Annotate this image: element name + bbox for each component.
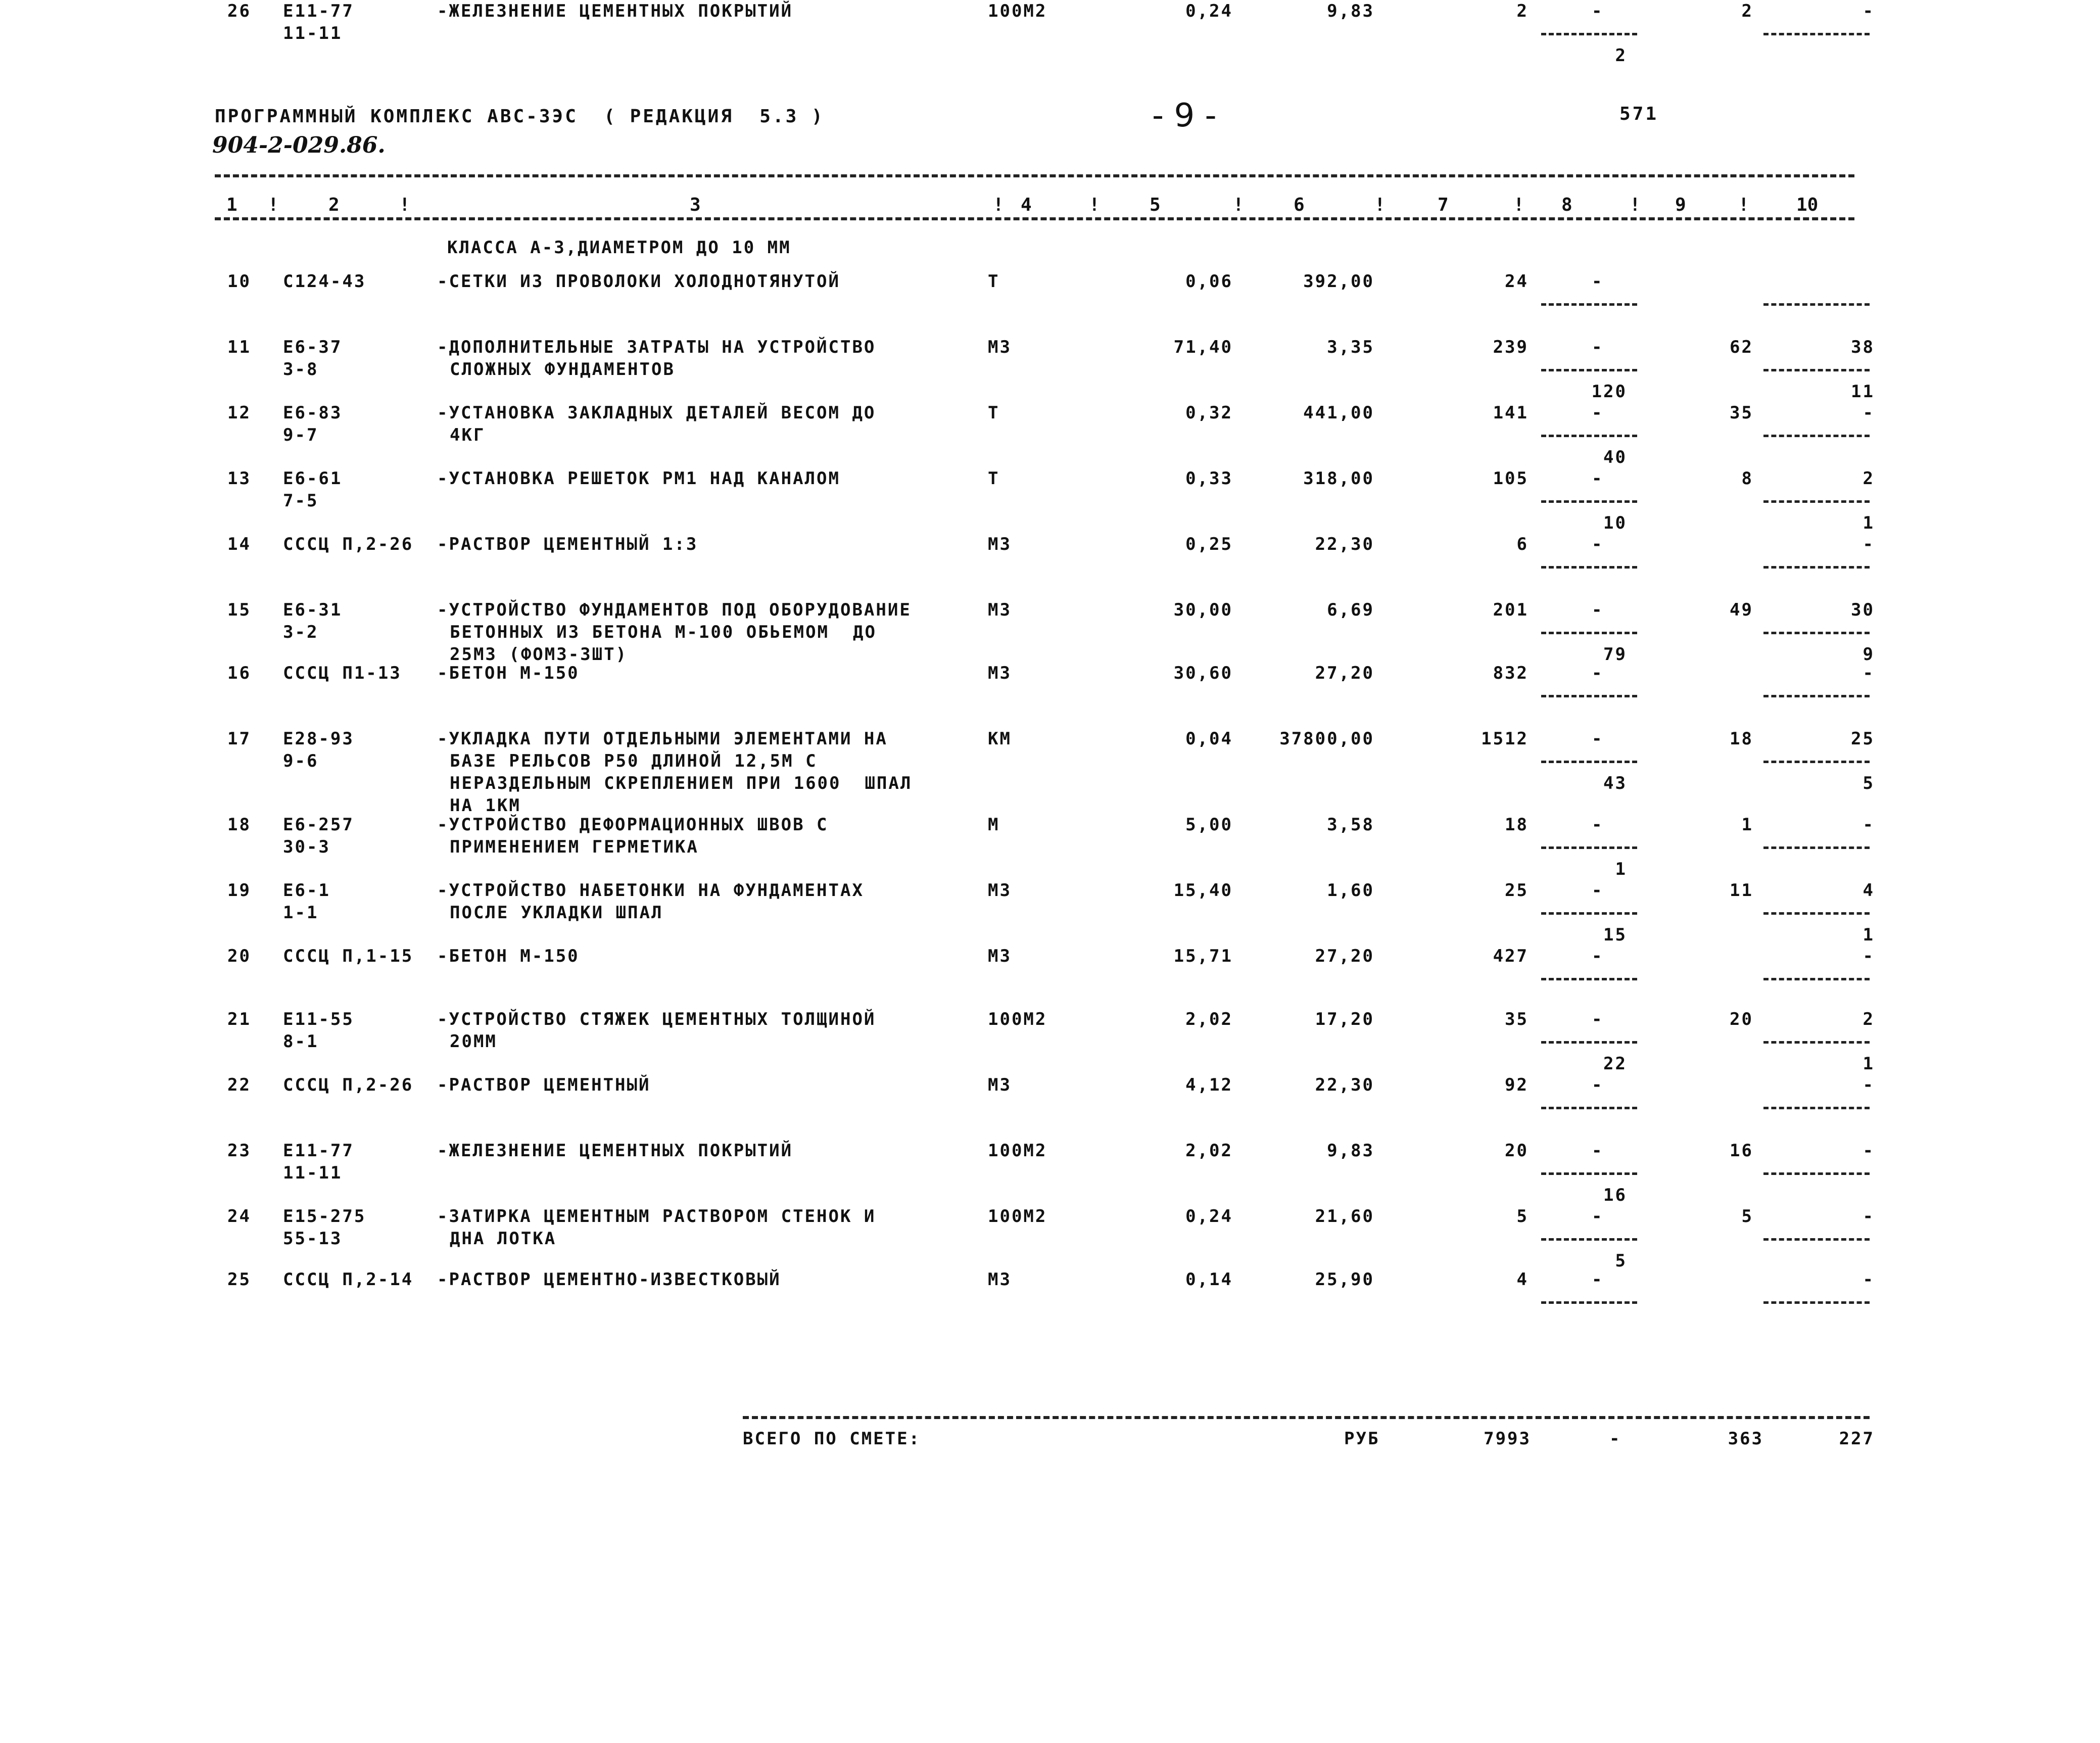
col8-divider <box>1541 846 1637 849</box>
rule-top <box>215 174 1854 177</box>
row-number: 13 <box>227 468 251 489</box>
row-number: 12 <box>227 403 251 423</box>
rate-code-sub: 11-11 <box>283 23 343 43</box>
work-description: -БЕТОН М-150 <box>437 663 580 683</box>
row-number: 16 <box>227 663 251 683</box>
work-description: БАЗЕ РЕЛЬСОВ Р50 ДЛИНОЙ 12,5М С <box>450 751 818 771</box>
total-cost: 105 <box>1493 468 1529 489</box>
total-cost: 427 <box>1493 946 1529 966</box>
unit: Т <box>988 271 1000 292</box>
rate-code: С124-43 <box>283 271 366 292</box>
unit-price: 9,83 <box>1327 1 1374 21</box>
total-c8: - <box>1609 1429 1621 1449</box>
quantity: 0,14 <box>1185 1269 1233 1290</box>
col9-value: 8 <box>1741 468 1753 489</box>
work-description: 4КГ <box>450 425 486 445</box>
col8-value: - <box>1592 337 1604 357</box>
col10-sub: 1 <box>1863 1054 1875 1074</box>
work-description: -СЕТКИ ИЗ ПРОВОЛОКИ ХОЛОДНОТЯНУТОЙ <box>437 271 840 292</box>
unit-price: 27,20 <box>1315 946 1374 966</box>
work-description: -ЖЕЛЕЗНЕНИЕ ЦЕМЕНТНЫХ ПОКРЫТИЙ <box>437 1 793 21</box>
col-9: 9 <box>1675 195 1686 215</box>
row-number: 20 <box>227 946 251 966</box>
col9-value: 16 <box>1730 1141 1753 1161</box>
quantity: 71,40 <box>1173 337 1233 357</box>
col8-divider <box>1541 1041 1637 1044</box>
col9-value: 20 <box>1730 1009 1753 1029</box>
col-sep: ! <box>1630 195 1641 215</box>
work-description: -ЖЕЛЕЗНЕНИЕ ЦЕМЕНТНЫХ ПОКРЫТИЙ <box>437 1141 793 1161</box>
col8-sub: 22 <box>1603 1054 1627 1074</box>
work-description: НЕРАЗДЕЛЬНЫМ СКРЕПЛЕНИЕМ ПРИ 1600 ШПАЛ <box>450 773 913 793</box>
rate-code: Е6-1 <box>283 880 330 901</box>
col10-divider <box>1763 1301 1870 1304</box>
total-unit: РУБ <box>1344 1429 1380 1449</box>
unit: Т <box>988 403 1000 423</box>
quantity: 0,25 <box>1185 534 1233 554</box>
col8-sub: 15 <box>1603 925 1627 945</box>
col8-divider <box>1541 500 1637 503</box>
col8-divider <box>1541 1238 1637 1241</box>
quantity: 30,60 <box>1173 663 1233 683</box>
col8-divider <box>1541 978 1637 980</box>
col-5: 5 <box>1150 195 1161 215</box>
col8-divider <box>1541 1301 1637 1304</box>
col8-value: - <box>1592 534 1604 554</box>
col-4: 4 <box>1021 195 1032 215</box>
col8-value: - <box>1592 946 1604 966</box>
unit-price: 27,20 <box>1315 663 1374 683</box>
rate-code: СССЦ П,2-26 <box>283 1075 414 1095</box>
col8-value: - <box>1592 1206 1604 1227</box>
work-description: -УСТРОЙСТВО НАБЕТОНКИ НА ФУНДАМЕНТАХ <box>437 880 864 901</box>
unit: М3 <box>988 880 1012 901</box>
col8-divider <box>1541 632 1637 634</box>
col10-value: - <box>1863 1269 1875 1290</box>
total-cost: 6 <box>1516 534 1529 554</box>
col-sep: ! <box>399 195 410 215</box>
unit: 100М2 <box>988 1009 1047 1029</box>
rule-total <box>743 1416 1870 1419</box>
work-description: -РАСТВОР ЦЕМЕНТНЫЙ 1:3 <box>437 534 698 554</box>
work-description: -БЕТОН М-150 <box>437 946 580 966</box>
col10-sub: 11 <box>1851 382 1875 402</box>
rate-code-sub: 1-1 <box>283 903 319 923</box>
col10-divider <box>1763 846 1870 849</box>
row-number: 11 <box>227 337 251 357</box>
col-sep: ! <box>268 195 279 215</box>
col10-divider <box>1763 1172 1870 1175</box>
col10-sub: 1 <box>1863 513 1875 533</box>
col8-value: - <box>1592 600 1604 620</box>
total-label: ВСЕГО ПО СМЕТЕ: <box>743 1429 921 1449</box>
col8-sub: 43 <box>1603 773 1627 793</box>
rate-code-sub: 8-1 <box>283 1031 319 1052</box>
col-sep: ! <box>1374 195 1386 215</box>
col-8: 8 <box>1561 195 1572 215</box>
col8-divider <box>1541 303 1637 306</box>
col10-sub: 5 <box>1863 773 1875 793</box>
unit-price: 22,30 <box>1315 1075 1374 1095</box>
col10-value: - <box>1863 403 1875 423</box>
quantity: 15,71 <box>1173 946 1233 966</box>
total-c10: 227 <box>1839 1429 1875 1449</box>
col-3: 3 <box>690 195 701 215</box>
unit-price: 3,58 <box>1327 815 1374 835</box>
unit-price: 25,90 <box>1315 1269 1374 1290</box>
col10-value: 25 <box>1851 729 1875 749</box>
col10-divider <box>1763 33 1870 35</box>
rate-code: Е6-61 <box>283 468 343 489</box>
col9-value: 2 <box>1741 1 1753 21</box>
rate-code-sub: 11-11 <box>283 1163 343 1183</box>
unit-price: 22,30 <box>1315 534 1374 554</box>
col8-divider <box>1541 566 1637 569</box>
total-cost: 201 <box>1493 600 1529 620</box>
rate-code: Е11-77 <box>283 1141 354 1161</box>
rate-code: Е6-257 <box>283 815 354 835</box>
unit: М3 <box>988 663 1012 683</box>
col10-sub: 9 <box>1863 644 1875 665</box>
col8-sub: 10 <box>1603 513 1627 533</box>
work-description: -УКЛАДКА ПУТИ ОТДЕЛЬНЫМИ ЭЛЕМЕНТАМИ НА <box>437 729 888 749</box>
rate-code-sub: 9-7 <box>283 425 319 445</box>
col8-divider <box>1541 1107 1637 1109</box>
col-2: 2 <box>328 195 340 215</box>
col8-value: - <box>1592 729 1604 749</box>
work-description: БЕТОННЫХ ИЗ БЕТОНА М-100 ОБЬЕМОМ ДО <box>450 622 877 642</box>
col10-value: - <box>1863 534 1875 554</box>
quantity: 5,00 <box>1185 815 1233 835</box>
total-cost: 5 <box>1516 1206 1529 1227</box>
row-number: 22 <box>227 1075 251 1095</box>
quantity: 30,00 <box>1173 600 1233 620</box>
col8-divider <box>1541 1172 1637 1175</box>
intro-line: КЛАССА А-3,ДИАМЕТРОМ ДО 10 ММ <box>447 238 791 258</box>
quantity: 15,40 <box>1173 880 1233 901</box>
rate-code: Е6-31 <box>283 600 343 620</box>
rate-code: СССЦ П1-13 <box>283 663 402 683</box>
col8-divider <box>1541 761 1637 763</box>
col9-value: 62 <box>1730 337 1753 357</box>
rate-code: Е6-37 <box>283 337 343 357</box>
col10-value: - <box>1863 815 1875 835</box>
row-number: 18 <box>227 815 251 835</box>
work-description: СЛОЖНЫХ ФУНДАМЕНТОВ <box>450 359 675 380</box>
col10-divider <box>1763 978 1870 980</box>
work-description: ПРИМЕНЕНИЕМ ГЕРМЕТИКА <box>450 837 699 857</box>
col10-sub: 1 <box>1863 925 1875 945</box>
col-sep: ! <box>1089 195 1100 215</box>
total-cost: 92 <box>1505 1075 1529 1095</box>
col8-value: - <box>1592 1009 1604 1029</box>
program-header: ПРОГРАММНЫЙ КОМПЛЕКС АВС-3ЭС ( РЕДАКЦИЯ 5.3 ) <box>215 106 825 127</box>
col10-value: - <box>1863 1 1875 21</box>
unit: КМ <box>988 729 1012 749</box>
col9-value: 11 <box>1730 880 1753 901</box>
col8-value: - <box>1592 468 1604 489</box>
col8-value: - <box>1592 663 1604 683</box>
col9-value: 35 <box>1730 403 1753 423</box>
rate-code: Е11-55 <box>283 1009 354 1029</box>
quantity: 2,02 <box>1185 1009 1233 1029</box>
total-cost: 4 <box>1516 1269 1529 1290</box>
unit-price: 6,69 <box>1327 600 1374 620</box>
work-description: -РАСТВОР ЦЕМЕНТНЫЙ <box>437 1075 651 1095</box>
row-number: 19 <box>227 880 251 901</box>
col10-divider <box>1763 566 1870 569</box>
row-number: 21 <box>227 1009 251 1029</box>
col8-value: - <box>1592 1 1604 21</box>
unit: М3 <box>988 1269 1012 1290</box>
work-description: -УСТАНОВКА ЗАКЛАДНЫХ ДЕТАЛЕЙ ВЕСОМ ДО <box>437 403 876 423</box>
col8-sub: 40 <box>1603 447 1627 467</box>
rate-code: Е28-93 <box>283 729 354 749</box>
rate-code-sub: 3-8 <box>283 359 319 380</box>
col8-value: - <box>1592 1141 1604 1161</box>
unit: М3 <box>988 337 1012 357</box>
work-description: -УСТРОЙСТВО ДЕФОРМАЦИОННЫХ ШВОВ С <box>437 815 829 835</box>
col8-value: - <box>1592 403 1604 423</box>
quantity: 4,12 <box>1185 1075 1233 1095</box>
rate-code: Е6-83 <box>283 403 343 423</box>
unit-price: 21,60 <box>1315 1206 1374 1227</box>
sheet-number: 571 <box>1619 104 1659 124</box>
unit: Т <box>988 468 1000 489</box>
unit-price: 318,00 <box>1303 468 1374 489</box>
col-sep: ! <box>1513 195 1524 215</box>
total-cost: 20 <box>1505 1141 1529 1161</box>
row-number: 15 <box>227 600 251 620</box>
col8-value: - <box>1592 880 1604 901</box>
col10-value: - <box>1863 1141 1875 1161</box>
quantity: 0,32 <box>1185 403 1233 423</box>
row-number: 26 <box>227 1 251 21</box>
col10-value: - <box>1863 946 1875 966</box>
col8-sub: 5 <box>1615 1251 1627 1271</box>
col10-divider <box>1763 500 1870 503</box>
total-cost: 141 <box>1493 403 1529 423</box>
work-description: -ЗАТИРКА ЦЕМЕНТНЫМ РАСТВОРОМ СТЕНОК И <box>437 1206 876 1227</box>
col10-divider <box>1763 695 1870 697</box>
col8-divider <box>1541 369 1637 371</box>
rate-code-sub: 7-5 <box>283 491 319 511</box>
col10-divider <box>1763 632 1870 634</box>
col8-value: - <box>1592 815 1604 835</box>
total-cost: 18 <box>1505 815 1529 835</box>
col10-divider <box>1763 1041 1870 1044</box>
quantity: 0,06 <box>1185 271 1233 292</box>
unit: 100М2 <box>988 1206 1047 1227</box>
col8-value: - <box>1592 271 1604 292</box>
total-cost: 24 <box>1505 271 1529 292</box>
col10-value: 4 <box>1863 880 1875 901</box>
rate-code-sub: 9-6 <box>283 751 319 771</box>
col10-divider <box>1763 912 1870 915</box>
total-c9: 363 <box>1728 1429 1763 1449</box>
work-description: -РАСТВОР ЦЕМЕНТНО-ИЗВЕСТКОВЫЙ <box>437 1269 781 1290</box>
col8-value: - <box>1592 1269 1604 1290</box>
col8-value: - <box>1592 1075 1604 1095</box>
col10-divider <box>1763 435 1870 437</box>
total-cost: 832 <box>1493 663 1529 683</box>
col8-divider <box>1541 912 1637 915</box>
unit-price: 37800,00 <box>1279 729 1374 749</box>
unit-price: 441,00 <box>1303 403 1374 423</box>
quantity: 2,02 <box>1185 1141 1233 1161</box>
col10-value: 30 <box>1851 600 1875 620</box>
col9-value: 49 <box>1730 600 1753 620</box>
work-description: ДНА ЛОТКА <box>450 1229 557 1249</box>
row-number: 10 <box>227 271 251 292</box>
col10-value: 2 <box>1863 1009 1875 1029</box>
col9-value: 1 <box>1741 815 1753 835</box>
rate-code-sub: 30-3 <box>283 837 330 857</box>
total-cost: 1512 <box>1481 729 1529 749</box>
rate-code: Е15-275 <box>283 1206 366 1227</box>
col-1: 1 <box>226 195 237 215</box>
unit-price: 392,00 <box>1303 271 1374 292</box>
unit-price: 9,83 <box>1327 1141 1374 1161</box>
handwritten-code: 904-2-029.86. <box>212 132 386 158</box>
col10-divider <box>1763 1107 1870 1109</box>
work-description: 25М3 (ФОМ3-3ШТ) <box>450 644 628 665</box>
row-number: 23 <box>227 1141 251 1161</box>
col8-divider <box>1541 33 1637 35</box>
total-cost: 35 <box>1505 1009 1529 1029</box>
col10-divider <box>1763 303 1870 306</box>
quantity: 0,24 <box>1185 1 1233 21</box>
work-description: 20ММ <box>450 1031 497 1052</box>
unit: М3 <box>988 946 1012 966</box>
rate-code: СССЦ П,2-26 <box>283 534 414 554</box>
col-sep: ! <box>1233 195 1244 215</box>
col10-value: 2 <box>1863 468 1875 489</box>
unit: 100М2 <box>988 1141 1047 1161</box>
unit-price: 1,60 <box>1327 880 1374 901</box>
page-number: - 9 - <box>1152 97 1217 134</box>
col9-value: 18 <box>1730 729 1753 749</box>
row-number: 14 <box>227 534 251 554</box>
col8-sub: 120 <box>1591 382 1627 402</box>
col10-value: - <box>1863 1075 1875 1095</box>
work-description: ПОСЛЕ УКЛАДКИ ШПАЛ <box>450 903 663 923</box>
unit-price: 17,20 <box>1315 1009 1374 1029</box>
unit: М3 <box>988 1075 1012 1095</box>
unit: М3 <box>988 534 1012 554</box>
total-cost: 239 <box>1493 337 1529 357</box>
rule-under-header <box>215 217 1854 220</box>
row-number: 25 <box>227 1269 251 1290</box>
col10-divider <box>1763 1238 1870 1241</box>
col-6: 6 <box>1294 195 1305 215</box>
rate-code: Е11-77 <box>283 1 354 21</box>
rate-code: СССЦ П,1-15 <box>283 946 414 966</box>
work-description: -ДОПОЛНИТЕЛЬНЫЕ ЗАТРАТЫ НА УСТРОЙСТВО <box>437 337 876 357</box>
col-sep: ! <box>993 195 1004 215</box>
total-cost: 25 <box>1505 880 1529 901</box>
unit: 100М2 <box>988 1 1047 21</box>
col8-sub: 16 <box>1603 1185 1627 1205</box>
unit-price: 3,35 <box>1327 337 1374 357</box>
row-number: 17 <box>227 729 251 749</box>
col8-sub: 2 <box>1615 45 1627 66</box>
rate-code-sub: 3-2 <box>283 622 319 642</box>
work-description: -УСТРОЙСТВО СТЯЖЕК ЦЕМЕНТНЫХ ТОЛЩИНОЙ <box>437 1009 876 1029</box>
col8-sub: 79 <box>1603 644 1627 665</box>
unit: М3 <box>988 600 1012 620</box>
work-description: -УСТРОЙСТВО ФУНДАМЕНТОВ ПОД ОБОРУДОВАНИЕ <box>437 600 912 620</box>
col-sep: ! <box>1738 195 1749 215</box>
col10-value: - <box>1863 1206 1875 1227</box>
col10-value: - <box>1863 663 1875 683</box>
work-description: НА 1КМ <box>450 795 521 816</box>
quantity: 0,33 <box>1185 468 1233 489</box>
total-cost: 2 <box>1516 1 1529 21</box>
work-description: -УСТАНОВКА РЕШЕТОК РМ1 НАД КАНАЛОМ <box>437 468 840 489</box>
rate-code-sub: 55-13 <box>283 1229 343 1249</box>
col-10: 10 <box>1796 195 1819 215</box>
total-sum: 7993 <box>1484 1429 1531 1449</box>
col9-value: 5 <box>1741 1206 1753 1227</box>
col8-sub: 1 <box>1615 859 1627 879</box>
col10-divider <box>1763 369 1870 371</box>
col10-divider <box>1763 761 1870 763</box>
rate-code: СССЦ П,2-14 <box>283 1269 414 1290</box>
col-7: 7 <box>1438 195 1449 215</box>
quantity: 0,24 <box>1185 1206 1233 1227</box>
unit: М <box>988 815 1000 835</box>
col10-value: 38 <box>1851 337 1875 357</box>
col8-divider <box>1541 695 1637 697</box>
col8-divider <box>1541 435 1637 437</box>
row-number: 24 <box>227 1206 251 1227</box>
quantity: 0,04 <box>1185 729 1233 749</box>
